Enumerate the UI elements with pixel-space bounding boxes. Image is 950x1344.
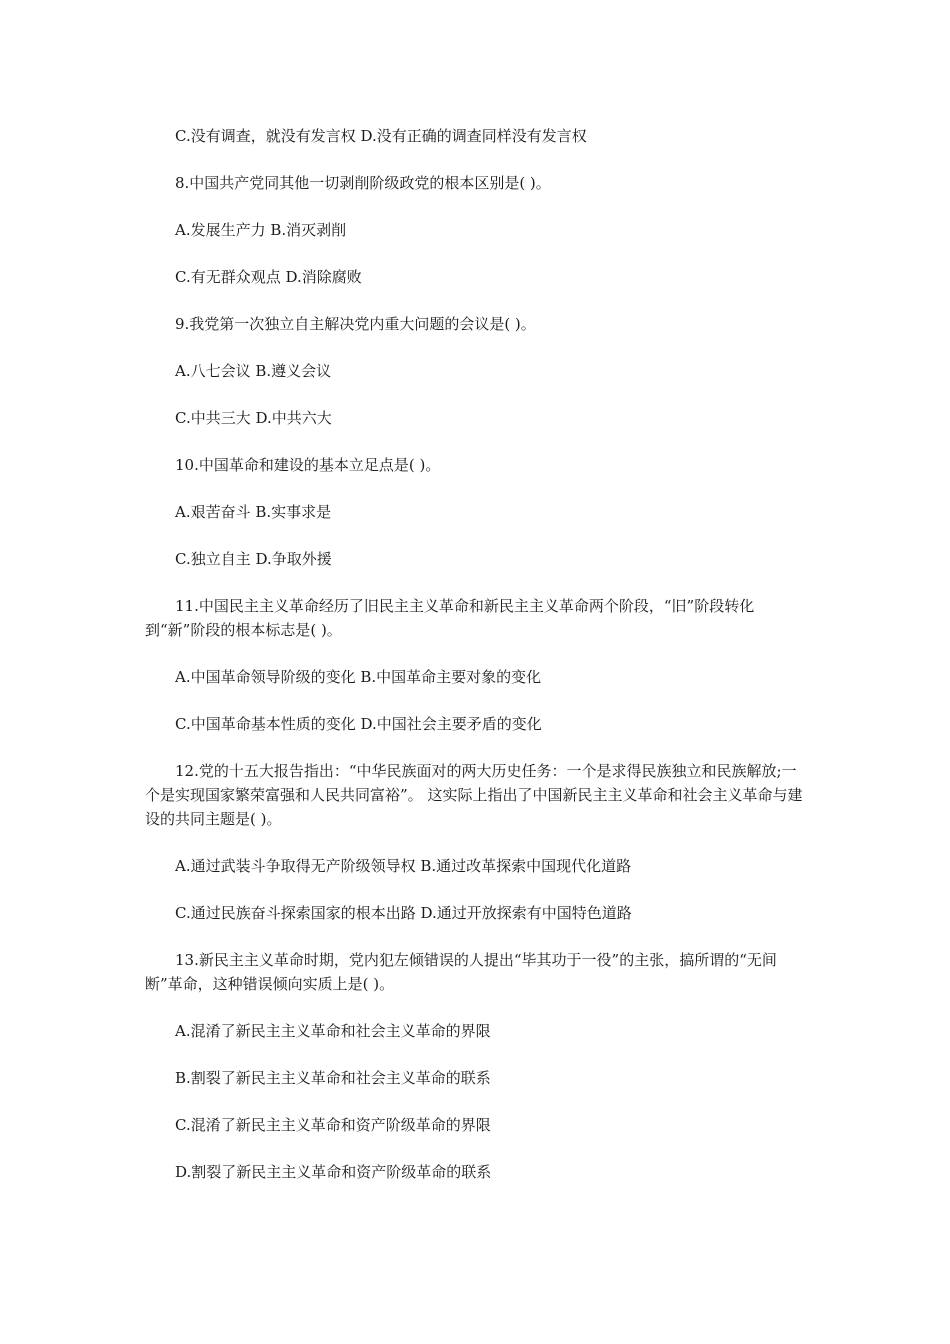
question-8: 8.中国共产党同其他一切剥削阶级政党的根本区别是( )。 [175, 174, 551, 192]
option-line: A.通过武装斗争取得无产阶级领导权 B.通过改革探索中国现代化道路 [175, 857, 632, 875]
option-line: C.独立自主 D.争取外援 [175, 550, 332, 568]
option-line: C.混淆了新民主主义革命和资产阶级革命的界限 [175, 1116, 491, 1134]
option-line: C.通过民族奋斗探索国家的根本出路 D.通过开放探索有中国特色道路 [175, 904, 632, 922]
option-line: D.割裂了新民主主义革命和资产阶级革命的联系 [175, 1163, 492, 1181]
option-line: A.八七会议 B.遵义会议 [175, 362, 332, 380]
option-line: A.发展生产力 B.消灭剥削 [175, 221, 347, 239]
document-page [145, 124, 810, 1184]
option-line: A.混淆了新民主主义革命和社会主义革命的界限 [175, 1022, 491, 1040]
option-line: C.有无群众观点 D.消除腐败 [175, 268, 362, 286]
question-9: 9.我党第一次独立自主解决党内重大问题的会议是( )。 [175, 315, 536, 333]
option-line: C.没有调查，就没有发言权 D.没有正确的调查同样没有发言权 [175, 127, 587, 145]
option-line: C.中国革命基本性质的变化 D.中国社会主要矛盾的变化 [175, 715, 542, 733]
option-line: C.中共三大 D.中共六大 [175, 409, 332, 427]
option-line: A.艰苦奋斗 B.实事求是 [175, 503, 332, 521]
option-line: A.中国革命领导阶级的变化 B.中国革命主要对象的变化 [175, 668, 542, 686]
question-12: 12.党的十五大报告指出：“中华民族面对的两大历史任务：一个是求得民族独立和民族解放;一个是实现国家繁荣富强和人民共同富裕”。 这实际上指出了中国新民主主义革命和社会主义革命与建设的共同主题是( )。 [145, 762, 803, 828]
question-10: 10.中国革命和建设的基本立足点是( )。 [175, 456, 441, 474]
option-line: B.割裂了新民主主义革命和社会主义革命的联系 [175, 1069, 491, 1087]
question-13: 13.新民主主义革命时期，党内犯左倾错误的人提出“毕其功于一役”的主张，搞所谓的“无间断”革命，这种错误倾向实质上是( )。 [145, 951, 777, 993]
question-11: 11.中国民主主义革命经历了旧民主主义革命和新民主主义革命两个阶段，“旧”阶段转化到“新”阶段的根本标志是( )。 [145, 597, 755, 639]
